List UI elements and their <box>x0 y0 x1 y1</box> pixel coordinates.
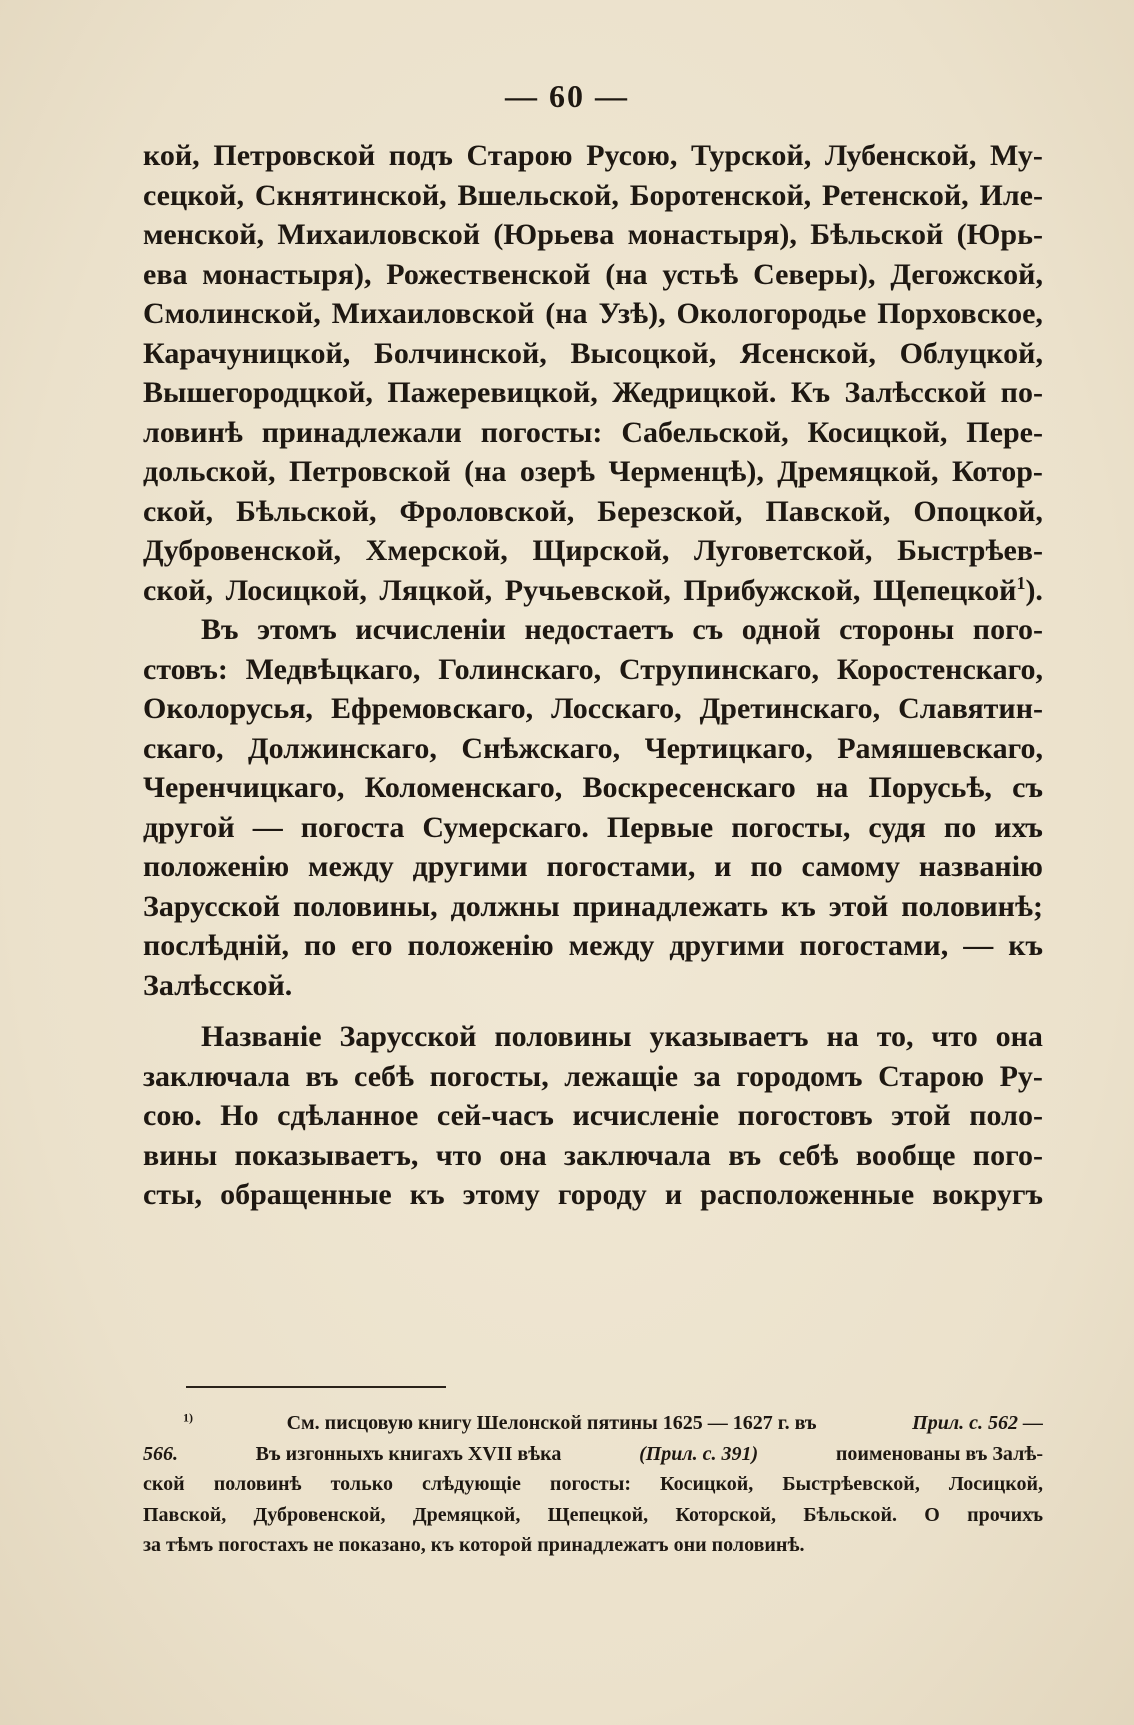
word: монастыря), <box>627 218 797 251</box>
word: другими <box>669 929 785 962</box>
word: погосты, <box>429 1059 549 1093</box>
text-line <box>143 452 1043 492</box>
word: — <box>963 929 994 962</box>
word: то, <box>876 1020 914 1053</box>
word: ловинѣ <box>143 415 243 449</box>
word: одной <box>741 613 821 646</box>
word: Ясенской, <box>739 336 876 370</box>
word: Косицкой, <box>807 415 948 449</box>
word: она <box>499 1138 547 1172</box>
text-line <box>143 847 1043 887</box>
word: лежащіе <box>564 1059 679 1093</box>
word: должны <box>450 889 560 923</box>
text-line <box>143 334 1043 374</box>
word: и <box>664 1178 683 1211</box>
word: Первые <box>606 810 714 844</box>
word: недостаетъ <box>524 613 674 646</box>
word: Опоцкой, <box>913 494 1043 528</box>
word: поло- <box>969 1099 1043 1132</box>
word: Воскресенскаго <box>582 771 796 804</box>
word: съ <box>692 613 724 646</box>
footnote-text: поименованы въ Залѣ- <box>835 1442 1043 1465</box>
word: вокругъ <box>932 1178 1043 1211</box>
word: на <box>826 1020 859 1053</box>
word: (на <box>605 257 648 291</box>
word: половины <box>494 1020 632 1053</box>
text-line <box>143 255 1043 295</box>
word: Черменцѣ), <box>608 455 764 488</box>
word: Луговетской, <box>694 534 873 567</box>
word: (на <box>545 297 588 330</box>
word: на <box>816 771 849 804</box>
word: положенію <box>143 850 290 883</box>
word: половины, <box>292 889 438 923</box>
word: къ <box>409 1178 445 1211</box>
word: Петровской <box>288 455 451 488</box>
word: Медвѣцкаго, <box>245 652 421 686</box>
word: послѣдній, <box>143 929 290 962</box>
word: Вшельской, <box>457 178 619 212</box>
text-line <box>143 966 1043 1006</box>
text-line <box>143 1017 1043 1057</box>
word: исчисленіи <box>355 613 506 646</box>
word: кой, <box>143 139 200 172</box>
text-line <box>143 650 1043 690</box>
text-line <box>143 294 1043 334</box>
word: подъ <box>388 139 453 172</box>
word: пого- <box>972 613 1043 646</box>
word: Зарусской <box>339 1020 477 1053</box>
footnote-reference: (Прил. с. 391) <box>639 1442 759 1465</box>
word: Ручьевской, <box>504 573 671 607</box>
word: (Юрьева <box>493 218 615 251</box>
word: Дремяцкой, <box>777 455 939 488</box>
word: что <box>435 1138 482 1172</box>
text-line <box>143 215 1043 255</box>
word: Дретинскаго, <box>699 692 881 725</box>
word: (на <box>464 455 507 488</box>
word: Лосицкой, <box>225 573 367 607</box>
word: Березской, <box>597 494 743 528</box>
word: съ <box>1012 771 1043 804</box>
word: Пере- <box>966 415 1043 449</box>
word: Въ <box>201 613 239 646</box>
word: Вышегородцкой, <box>143 376 373 409</box>
text-line <box>143 531 1043 571</box>
word: въ <box>305 1059 339 1093</box>
word: Старою <box>878 1059 985 1093</box>
word: Зарусской <box>143 889 281 923</box>
word: пого- <box>972 1138 1043 1172</box>
word: Петровской <box>213 139 376 172</box>
word: Ретенской, <box>822 178 969 212</box>
word: устьѣ <box>662 257 739 291</box>
footnote-line-4 <box>143 1500 1043 1531</box>
word: Турской, <box>691 139 812 172</box>
word: судя <box>868 810 926 844</box>
word: сты, <box>143 1178 202 1211</box>
word: менской, <box>143 218 265 251</box>
text-line <box>143 176 1043 216</box>
footnote-text: Въ изгонныхъ книгахъ XVII вѣка <box>255 1442 562 1465</box>
footnote-divider <box>186 1386 446 1388</box>
page-number: — 60 — <box>505 78 629 114</box>
word: скаго, <box>143 731 224 765</box>
word: Северы), <box>753 257 876 291</box>
word: Жедрицкой. <box>612 376 777 409</box>
footnote-line-1 <box>143 1408 1043 1439</box>
text-line <box>143 689 1043 729</box>
word: ской, <box>143 573 213 607</box>
word: стовъ: <box>143 652 228 686</box>
word: Сумерскаго. <box>422 810 589 844</box>
word: Ефремовскаго, <box>330 692 534 725</box>
word: погоста <box>300 810 405 844</box>
word: этому <box>462 1178 540 1211</box>
footnote-line-5 <box>143 1530 1043 1561</box>
word: этой <box>891 1099 951 1132</box>
word: Но <box>220 1099 259 1132</box>
word: Ляцкой, <box>379 573 493 607</box>
word: Фроловской, <box>399 494 575 528</box>
word: и <box>714 850 732 883</box>
word: между <box>308 850 394 883</box>
text-line <box>143 768 1043 808</box>
word: погостовъ <box>737 1099 873 1132</box>
word: сдѣланное <box>277 1099 419 1132</box>
word: положенію <box>407 929 554 962</box>
word: вообще <box>855 1138 956 1172</box>
word: она <box>995 1020 1043 1053</box>
text-line <box>143 610 1043 650</box>
word: Бѣльской, <box>236 494 377 528</box>
word: — <box>252 810 283 844</box>
text-line <box>143 492 1043 532</box>
word: Карачуницкой, <box>143 336 351 370</box>
word: сей-часъ <box>436 1099 554 1132</box>
text-line <box>143 887 1043 927</box>
word: Русою, <box>586 139 678 172</box>
word: Лубенской, <box>824 139 977 172</box>
word: Коломенскаго, <box>364 771 563 804</box>
word: расположенные <box>700 1178 915 1211</box>
word: другими <box>412 850 528 883</box>
word: въ <box>728 1138 762 1172</box>
word: этомъ <box>257 613 337 646</box>
footnote-reference: 566. <box>143 1442 178 1465</box>
word: Хмерской, <box>365 534 508 567</box>
text-line <box>143 136 1043 176</box>
word: Рамяшевскаго, <box>837 731 1043 765</box>
word: погостами, <box>546 850 696 883</box>
text-line <box>143 373 1043 413</box>
text-line <box>143 1057 1043 1097</box>
word: другой <box>143 810 235 844</box>
word: Узѣ), <box>598 297 666 330</box>
word: Дегожской, <box>890 257 1043 291</box>
word: монастыря), <box>202 257 372 291</box>
word: принадлежать <box>572 889 769 923</box>
text-line <box>143 1096 1043 1136</box>
word: ихъ <box>994 810 1043 844</box>
word: Облуцкой, <box>899 336 1043 370</box>
word: между <box>568 929 655 962</box>
word: ева <box>143 257 188 291</box>
word: Залѣсской. <box>143 968 293 1002</box>
word: себѣ <box>778 1138 839 1172</box>
footnote-text: ской половинѣ только слѣдующіе погосты: Косицкой, Быстрѣевской, Лосицкой, <box>143 1473 1043 1495</box>
text-line <box>143 926 1043 966</box>
word: стороны <box>839 613 955 646</box>
word: исчисленіе <box>572 1099 720 1132</box>
word: самому <box>801 850 901 883</box>
footnote-reference-marker[interactable]: $^1$). <box>1016 572 1043 607</box>
word: погосты, <box>731 810 851 844</box>
word: вины <box>143 1138 218 1172</box>
word: Болчинской, <box>374 336 547 370</box>
word: Названіе <box>201 1020 322 1053</box>
word: Голинскаго, <box>438 652 602 686</box>
word: Скнятинской, <box>254 178 447 212</box>
word: названію <box>918 850 1043 883</box>
word: Высоцкой, <box>570 336 717 370</box>
word: къ <box>780 889 816 923</box>
word: сецкой, <box>143 178 244 212</box>
word: Прибужской, <box>683 573 861 607</box>
word: Щепецкой$^1$). <box>873 572 1043 607</box>
word: погостами, <box>799 929 949 962</box>
word: Снѣжскаго, <box>461 731 621 765</box>
word: Струпинскаго, <box>618 652 820 686</box>
text-line <box>143 1175 1043 1215</box>
word: по <box>304 929 337 962</box>
text-line <box>143 413 1043 453</box>
word: Чертицкаго, <box>644 731 813 765</box>
word: погосты: <box>480 415 603 449</box>
footnote-reference: Прил. с. 562 — <box>912 1412 1043 1434</box>
word: Дубровенской, <box>143 534 341 567</box>
word: Старою <box>466 139 573 172</box>
word: городу <box>557 1178 647 1211</box>
word: Пажеревицкой, <box>387 376 598 409</box>
word: за <box>693 1059 721 1093</box>
word: его <box>351 929 393 962</box>
text-line <box>143 571 1043 611</box>
word: Боротенской, <box>629 178 812 212</box>
word: къ <box>1008 929 1043 962</box>
word: половинѣ; <box>901 889 1043 923</box>
word: Окологородье <box>676 297 867 330</box>
word: этой <box>828 889 889 923</box>
word: Порусьѣ, <box>868 771 992 804</box>
footnote-marker: 1) <box>183 1410 193 1425</box>
word: Бѣльской <box>810 218 944 251</box>
word: обращенные <box>220 1178 392 1211</box>
text-line <box>143 1136 1043 1176</box>
footnote-line-3 <box>143 1469 1043 1500</box>
word: что <box>931 1020 978 1053</box>
footnote-text: за тѣмъ погостахъ не показано, къ которой принадлежатъ они половинѣ. <box>143 1534 805 1556</box>
word: городомъ <box>736 1059 863 1093</box>
word: (Юрь- <box>956 218 1043 251</box>
word: Околорусья, <box>143 692 313 725</box>
word: по <box>943 810 977 844</box>
word: озерѣ <box>519 455 595 488</box>
word: дольской, <box>143 455 276 488</box>
word: Залѣсской <box>844 376 987 409</box>
body-text <box>143 136 1043 1215</box>
word: Коростенскаго, <box>836 652 1043 686</box>
word: Михаиловской <box>331 297 535 330</box>
word: Порховское, <box>877 297 1043 330</box>
word: указываетъ <box>649 1020 809 1053</box>
text-line <box>143 808 1043 848</box>
word: по- <box>1000 376 1043 409</box>
footnote-text: Павской, Дубровенской, Дремяцкой, Щепецкой, Которской, Бѣльской. О прочихъ <box>143 1503 1043 1526</box>
word: Михаиловской <box>277 218 481 251</box>
word: Черенчицкаго, <box>143 771 345 804</box>
footnote-text: См. писцовую книгу Шелонской пятины 1625 — 1627 г. въ <box>286 1412 817 1434</box>
word: Сабельской, <box>621 415 789 449</box>
word: Славятин- <box>898 692 1043 725</box>
word: Смолинской, <box>143 297 321 330</box>
word: Павской, <box>765 494 891 528</box>
word: Ру- <box>999 1059 1043 1093</box>
word: Иле- <box>979 178 1043 212</box>
word: Котор- <box>952 455 1043 488</box>
word: Рожественской <box>386 257 591 291</box>
text-line <box>143 729 1043 769</box>
word: заключала <box>563 1138 711 1172</box>
word: Должинскаго, <box>248 731 437 765</box>
word: сою. <box>143 1099 202 1132</box>
word: ской, <box>143 494 213 528</box>
word: показываетъ, <box>234 1138 419 1172</box>
word: Быстрѣев- <box>897 534 1043 567</box>
paragraph-gap <box>143 1005 1043 1017</box>
word: заключала <box>143 1059 290 1093</box>
word: принадлежали <box>261 415 462 449</box>
footnote <box>143 1408 1043 1561</box>
word: по <box>750 850 783 883</box>
word: Лосскаго, <box>551 692 682 725</box>
word: Му- <box>989 139 1043 172</box>
word: Къ <box>790 376 831 409</box>
footnote-line-2 <box>143 1439 1043 1470</box>
word: Щирской, <box>532 534 670 567</box>
word: себѣ <box>354 1059 415 1093</box>
